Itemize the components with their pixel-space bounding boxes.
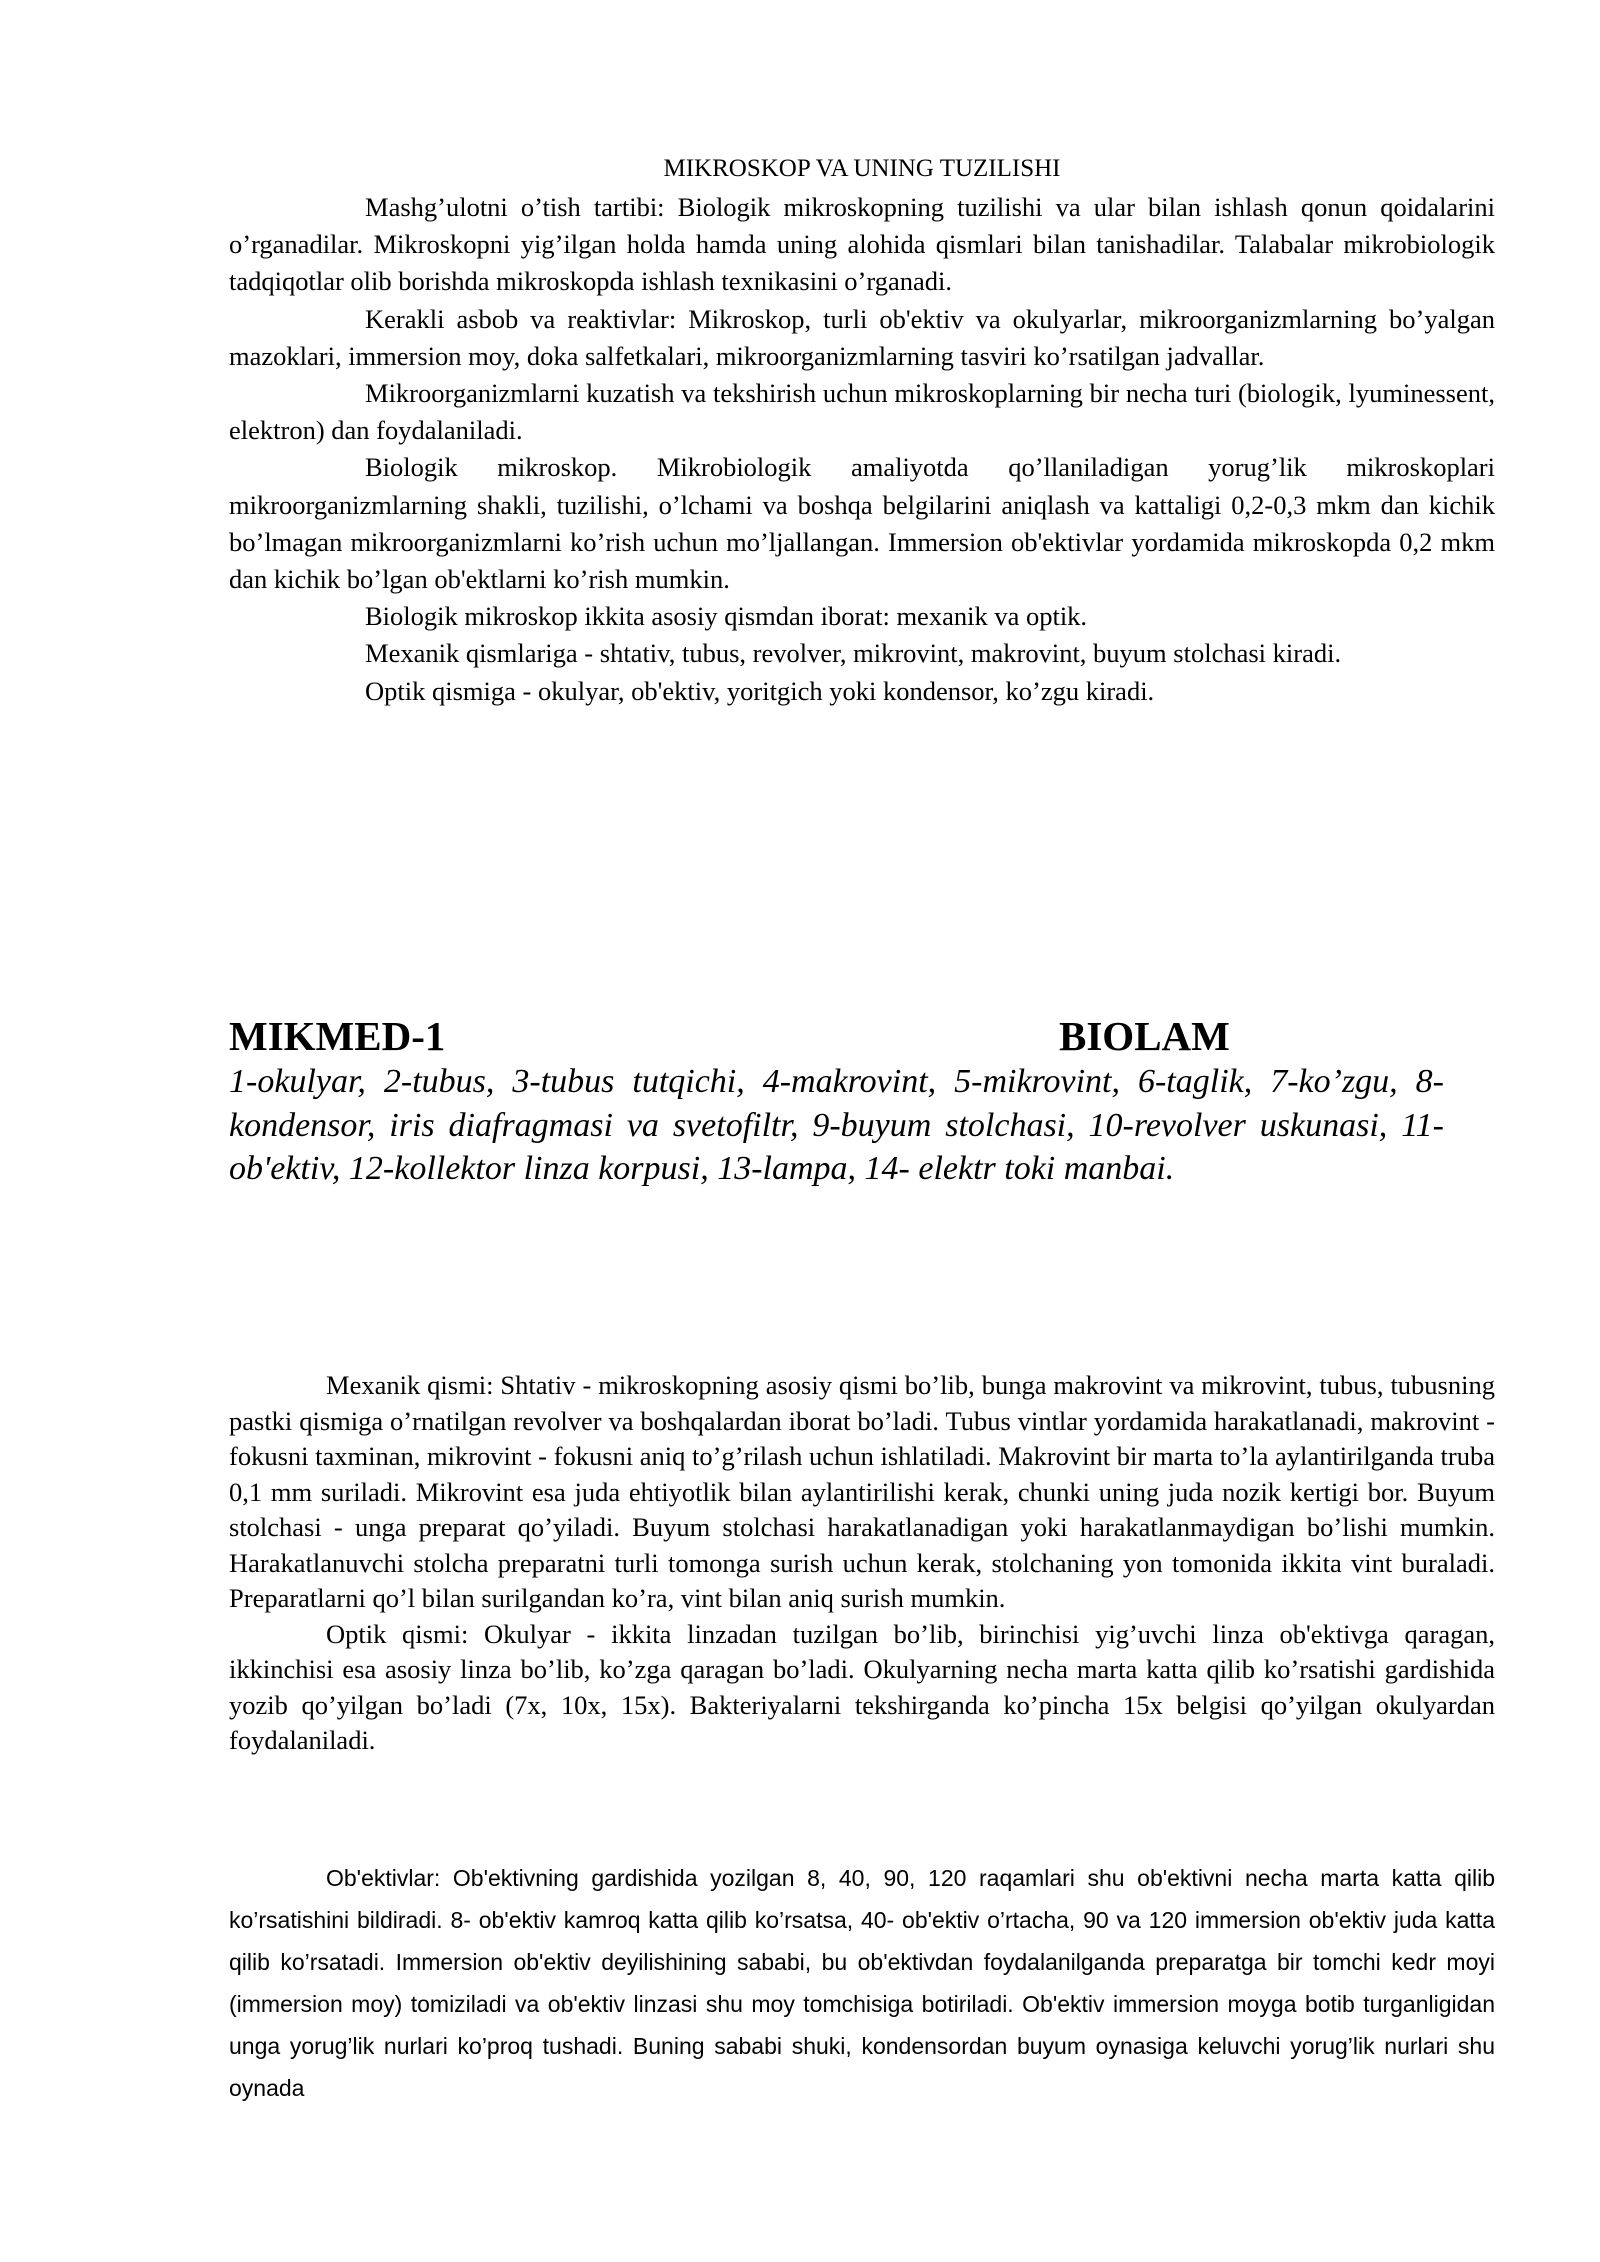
paragraph-biological-microscope: Biologik mikroskop. Mikrobiologik amaliyotda qo’llaniladigan yorug’lik mikroskoplari mikroorganizmlarning shakli, tuzilishi, o’lchami va boshqa belgilarini aniqlash va kattaligi 0,2-0,3 mkm dan kichik bo’lmagan mikroorganizmlarni ko’rish uchun mo’ljallangan. Immersion ob'ektivlar yordamida mikroskopda 0,2 mkm dan kichik bo’lgan ob'ektlarni ko’rish mumkin.	[229, 452, 1495, 595]
paragraph-optical-description: Optik qismi: Okulyar - ikkita linzadan tuzilgan bo’lib, birinchisi yig’uvchi linza ob'ektivga qaragan, ikkinchisi esa asosiy linza bo’lib, ko’zga qaragan bo’ladi. Okulyarning necha marta katta qilib ko’rsatishi gardishida yozib qo’yilgan bo’ladi (7x, 10x, 15x). Bakteriyalarni tekshirganda ko’pincha 15x belgisi qo’yilgan okulyardan foydalaniladi.	[229, 1618, 1495, 1755]
figure-labels	[229, 1012, 1495, 1060]
paragraph-microscope-types: Mikroorganizmlarni kuzatish va tekshirish uchun mikroskoplarning bir necha turi (biologik, lyuminessent, elektron) dan foydalaniladi.	[229, 378, 1495, 446]
paragraph-procedure: Mashg’ulotni o’tish tartibi: Biologik mikroskopning tuzilishi va ular bilan ishlash qonun qoidalarini o’rganadilar. Mikroskopni yig’ilgan holda hamda uning alohida qismlari bilan tanishadilar. Talabalar mikrobiologik tadqiqotlar olib borishda mikroskopda ishlash texnikasini o’rganadi.	[229, 192, 1495, 297]
paragraph-objectives: Ob'ektivlar: Ob'ektivning gardishida yozilgan 8, 40, 90, 120 raqamlari shu ob'ektivni necha marta katta qilib ko’rsatishini bildiradi. 8- ob'ektiv kamroq katta qilib ko’rsatsa, 40- ob'ektiv o’rtacha, 90 va 120 immersion ob'ektiv juda katta qilib ko’rsatadi. Immersion ob'ektiv deyilishining sababi, bu ob'ektivdan foydalanilganda preparatga bir tomchi kedr moyi (immersion moy) tomiziladi va ob'ektiv linzasi shu moy tomchisiga botiriladi. Ob'ektiv immersion moyga botib turganligidan unga yorug’lik nurlari ko’proq tushadi. Buning sababi shuki, kondensordan buyum oynasiga keluvchi yorug’lik nurlari shu oynada	[229, 1865, 1495, 2101]
figure-label-biolam: BIOLAM	[1059, 1013, 1230, 1059]
paragraph-optical-parts: Optik qismiga - okulyar, ob'ektiv, yoritgich yoki kondensor, ko’zgu kiradi.	[365, 675, 1155, 706]
paragraph-equipment: Kerakli asbob va reaktivlar: Mikroskop, turli ob'ektiv va okulyarlar, mikroorganizmlarning bo’yalgan mazoklari, immersion moy, doka salfetkalari, mikroorganizmlarning tasviri ko’rsatilgan jadvallar.	[229, 303, 1495, 371]
objectives-section	[229, 1857, 1495, 2109]
paragraph-mechanical-parts: Mexanik qismlariga - shtativ, tubus, revolver, mikrovint, makrovint, buyum stolchasi kiradi.	[365, 638, 1342, 669]
figure-caption: 1-okulyar, 2-tubus, 3-tubus tutqichi, 4-makrovint, 5-mikrovint, 6-taglik, 7-ko’zgu, 8-kondensor, iris diafragmasi va svetofiltr, 9-buyum stolchasi, 10-revolver uskunasi, 11-ob'ektiv, 12-kollektor linza korpusi, 13-lampa, 14- elektr toki manbai.	[229, 1063, 1444, 1187]
figure-label-mikmed: MIKMED-1	[229, 1013, 446, 1059]
paragraph-two-parts: Biologik mikroskop ikkita asosiy qismdan iborat: mexanik va optik.	[365, 601, 1088, 632]
page-title: MIKROSKOP VA UNING TUZILISHI	[663, 155, 1061, 182]
parts-section	[229, 1368, 1495, 1759]
intro-section	[229, 189, 1495, 710]
paragraph-mechanical-description: Mexanik qismi: Shtativ - mikroskopning asosiy qismi bo’lib, bunga makrovint va mikrovint, tubus, tubusning pastki qismiga o’rnatilgan revolver va boshqalardan iborat bo’ladi. Tubus vintlar yordamida harakatlanadi, makrovint - fokusni taxminan, mikrovint - fokusni aniq to’g’rilash uchun ishlatiladi. Makrovint bir marta to’la aylantirilganda truba 0,1 mm suriladi. Mikrovint esa juda ehtiyotlik bilan aylantirilishi kerak, chunki uning juda nozik kertigi bor. Buyum stolchasi - unga preparat qo’yiladi. Buyum stolchasi harakatlanadigan yoki harakatlanmaydigan bo’lishi mumkin. Harakatlanuvchi stolcha preparatni turli tomonga surish uchun kerak, stolchaning yon tomonida ikkita vint buraladi. Preparatlarni qo’l bilan surilgandan ko’ra, vint bilan aniq surish mumkin.	[229, 1370, 1495, 1613]
